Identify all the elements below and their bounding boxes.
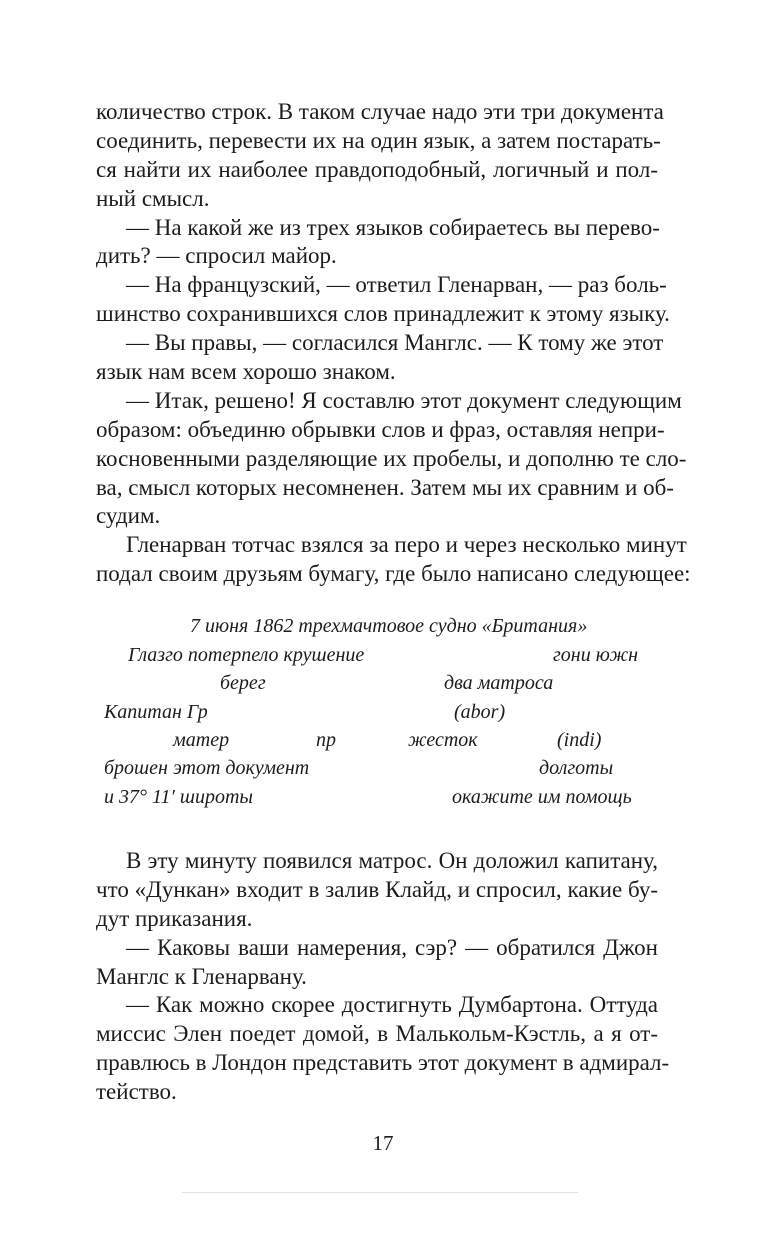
text-line: что «Дункан» входит в залив Клайд, и спросил, какие бу- [96,876,658,902]
text-line: дут приказания. [96,905,253,931]
text-line: — На какой же из трех языков собираетесь вы перево- [126,214,660,240]
text-line: соединить, перевести их на один язык, а затем постарать- [96,127,661,153]
letter-fragment: и 37° 11′ широты [104,786,253,808]
lower-text-block [96,847,670,1107]
letter-fragment: Капитан Гр [104,701,208,723]
page-number: 17 [372,1131,394,1155]
text-line: ся найти их наиболее правдоподобный, логичный и пол- [96,156,658,182]
letter-fragment: 7 июня 1862 трехмачтовое судно «Британия» [190,615,588,637]
text-line: судим. [96,503,161,529]
letter-fragment: два матроса [444,672,554,694]
letter-fragment: матер [173,729,230,751]
text-line: количество строк. В таком случае надо эти три документа [96,99,664,124]
text-line: Гленарван тотчас взялся за перо и через несколько минут [126,532,687,558]
text-line: язык нам всем хорошо знаком. [96,359,396,385]
letter-fragment: брошен этот документ [104,757,310,779]
letter-fragment: пр [316,729,336,751]
text-line: — Итак, решено! Я составлю этот документ следующим [126,387,682,413]
text-line: миссис Элен поедет домой, в Малькольм-Кэстль, а я от- [96,1021,658,1047]
text-line: правлюсь в Лондон представить этот документ в адмирал- [96,1050,670,1076]
letter-fragment: берег [220,672,266,694]
text-line: — Вы правы, — согласился Манглс. — К тому же этот [126,330,664,356]
text-line: ный смысл. [96,185,210,211]
text-line: — Каковы ваши намерения, сэр? — обратился Джон [126,934,658,960]
letter-fragment: гони южн [553,644,639,666]
letter-fragment: (abor) [454,701,506,723]
letter-fragment: Глазго потерпело крушение [128,644,365,666]
text-line: Манглс к Гленарвану. [96,963,307,989]
upper-text-block [96,98,691,589]
letter-fragment: (indi) [557,729,602,751]
text-line: подал своим друзьям бумагу, где было написано следующее: [96,561,691,587]
text-line: дить? — спросил майор. [96,243,337,269]
text-line: косновенными разделяющие их пробелы, и дополню те сло- [96,445,687,471]
text-line: тейство. [96,1079,177,1105]
text-line: образом: объединю обрывки слов и фраз, оставляя непри- [96,416,665,442]
letter-fragment: окажите им помощь [452,786,632,808]
text-line: В эту минуту появился матрос. Он доложил капитану, [126,848,658,873]
document-fragments [96,612,658,822]
text-line: ва, смысл которых несомненен. Затем мы их сравним и об- [96,474,674,500]
text-line: — На французский, — ответил Гленарван, — раз боль- [126,272,667,298]
text-line: шинство сохранившихся слов принадлежит к этому языку. [96,301,670,327]
letter-fragment: жесток [408,729,478,751]
footer-rule [182,1192,578,1193]
letter-fragment: долготы [539,757,614,779]
text-line: — Как можно скорее достигнуть Думбартона. Оттуда [126,992,658,1018]
